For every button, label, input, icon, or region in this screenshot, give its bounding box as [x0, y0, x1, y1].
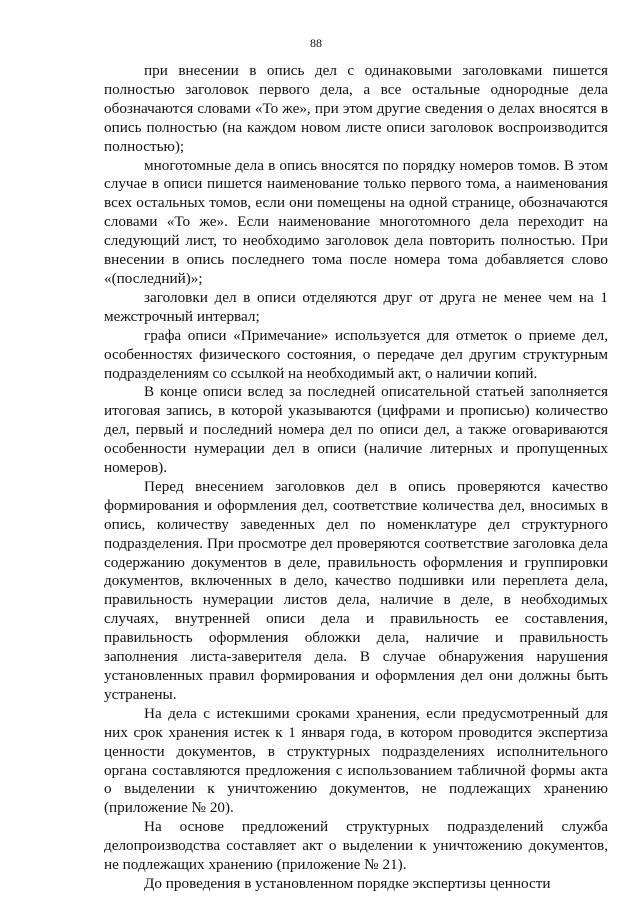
page-body	[104, 62, 608, 894]
paragraph-expired-storage: На дела с истекшими сроками хранения, если предусмотренный для них срок хранения истек к 1 января года, в котором проводится экспертиза ценности документов, в структурных подразделениях исполнительного органа составляются предложения с использованием табличной формы акта о выделении к уничтожению документов, не подлежащих хранению (приложение № 20).	[104, 704, 608, 817]
paragraph-notes-column: графа описи «Примечание» используется для отметок о приеме дел, особенностях физического состояния, о передаче дел другим структурным подразделениям со ссылкой на необходимый акт, о наличии копий.	[104, 326, 608, 382]
page-number: 88	[310, 36, 322, 50]
paragraph-title-spacing: заголовки дел в описи отделяются друг от друга не менее чем на 1 межстрочный интервал;	[104, 288, 608, 325]
paragraph-examination: До проведения в установленном порядке экспертизы ценности	[144, 874, 551, 892]
paragraph-quality-check: Перед внесением заголовков дел в опись проверяются качество формирования и оформления дел, соответствие количества дел, вносимых в опись, количеству заведенных дел по номенклатуре дел структурного подразделения. При просмотре дел проверяются соответствие заголовка дела содержанию документов в деле, правильность оформления и группировки документов, включенных в дело, качество подшивки или переплета дела, правильность нумерации листов дела, наличие в деле, в необходимых случаях, внутренней описи дела и правильность ее составления, правильность оформления обложки дела, наличие и правильность заполнения листа-заверителя дела. В случае обнаружения нарушения установленных правил формирования и оформления дел они должны быть устранены.	[104, 477, 608, 703]
paragraph-destruction-act: На основе предложений структурных подразделений служба делопроизводства составляет акт о выделении к уничтожению документов, не подлежащих хранению (приложение № 21).	[104, 818, 608, 874]
paragraph-final-record: В конце описи вслед за последней описательной статьей заполняется итоговая запись, в которой указываются (цифрами и прописью) количество дел, первый и последний номера дел по описи дел, а также оговариваются особенности нумерации дел в описи (наличие литерных и пропущенных номеров).	[104, 383, 608, 477]
paragraph-multivolume: многотомные дела в опись вносятся по порядку номеров томов. В этом случае в описи пишется наименование только первого тома, а наименования всех остальных томов, если они помещены на одной странице, обозначаются словами «То же». Если наименование многотомного дела переходит на следующий лист, то необходимо заголовок дела повторить полностью. При внесении в опись последнего тома после номера тома добавляется слово «(последний)»;	[104, 156, 608, 287]
paragraph-same-titles: при внесении в опись дел с одинаковыми заголовками пишется полностью заголовок первого дела, а все остальные однородные дела обозначаются словами «То же», при этом другие сведения о делах вносятся в опись полностью (на каждом новом листе описи заголовок воспроизводится полностью);	[104, 62, 608, 155]
